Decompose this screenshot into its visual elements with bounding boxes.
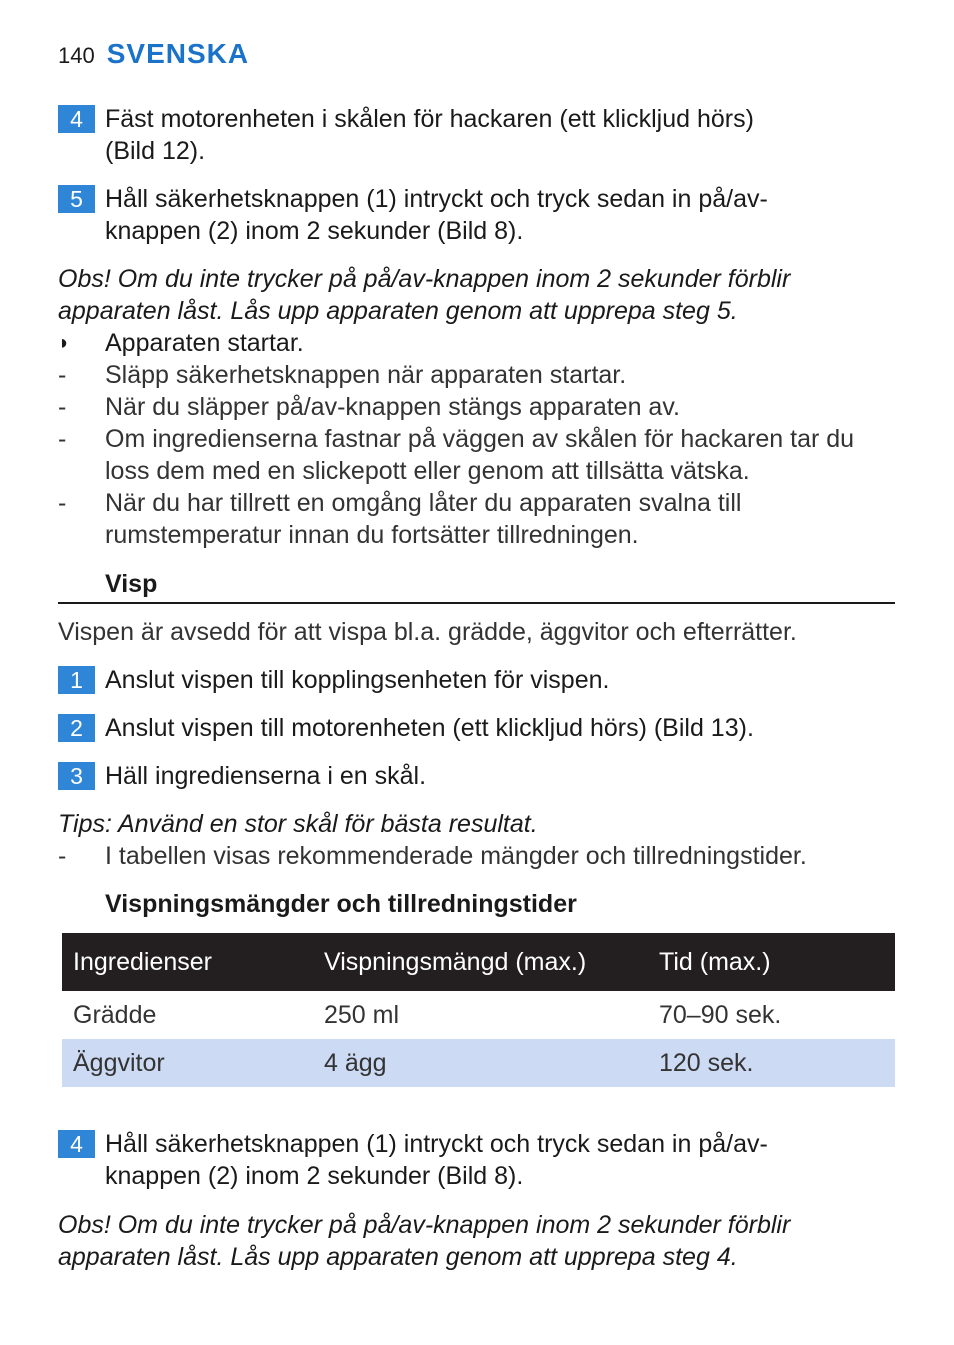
table-cell: Grädde [73,1000,157,1029]
table-header-cell: Tid (max.) [648,933,895,991]
section-divider [58,602,895,604]
step-number-badge: 5 [58,185,95,213]
table-header-row [62,933,895,991]
step-text: Håll säkerhetsknappen (1) intryckt och tryck sedan in på/av-knappen (2) inom 2 sekunder (Bild 8). [105,185,768,245]
table-title: Vispningsmängder och tillredningstider [105,890,577,918]
section-title-visp: Visp [105,570,158,598]
bullet-item [58,840,888,872]
step-4-attach-motor [58,103,858,167]
step-number-badge: 3 [58,762,95,790]
page-header [58,38,249,70]
table-cell: 70–90 sek. [659,1000,782,1029]
step-text: Anslut vispen till kopplingsenheten för vispen. [105,666,610,694]
language-title: SVENSKA [106,38,250,69]
step-number-badge: 4 [58,1130,95,1158]
dash-icon: - [58,489,67,517]
result-arrow-icon: ◗ [58,332,71,354]
bullet-text: Om ingredienserna fastnar på väggen av skålen för hackaren tar du loss dem med en slickepott eller genom att tillsätta vätska. [105,425,855,485]
bullet-text: När du har tillrett en omgång låter du apparaten svalna till rumstemperatur innan du fortsätter tillredningen. [105,489,742,549]
whisk-table [62,933,895,1087]
bullet-item [58,423,888,487]
tip-text: Tips: Använd en stor skål för bästa resultat. [58,810,538,838]
result-text: Apparaten startar. [105,329,304,357]
step-number-badge: 4 [58,105,95,133]
step-5-safety-button [58,183,858,247]
step-2-attach-whisk [58,712,858,744]
dash-icon: - [58,361,67,389]
table-header-cell: Ingredienser [62,933,313,991]
table-cell: 4 ägg [313,1039,648,1087]
table-row [62,991,895,1039]
step-text: Anslut vispen till motorenheten (ett klickljud hörs) (Bild 13). [105,714,754,742]
table-cell: 120 sek. [648,1039,895,1087]
result-item [58,327,888,359]
step-text: Håll säkerhetsknappen (1) intryckt och tryck sedan in på/av-knappen (2) inom 2 sekunder (Bild 8). [105,1130,768,1190]
dash-icon: - [58,425,67,453]
step-text: Häll ingredienserna i en skål. [105,762,427,790]
step-4-safety-button [58,1128,858,1192]
table-row [62,1039,895,1087]
table-header-cell: Vispningsmängd (max.) [313,933,648,991]
dash-icon: - [58,842,67,870]
step-1-connect-whisk [58,664,858,696]
step-number-badge: 2 [58,714,95,742]
bullet-item [58,391,888,423]
section-intro: Vispen är avsedd för att vispa bl.a. grädde, äggvitor och efterrätter. [58,618,797,646]
note-top: Obs! Om du inte trycker på på/av-knappen inom 2 sekunder förblir apparaten låst. Lås upp apparaten genom att upprepa steg 5. [58,265,791,325]
step-3-pour-ingredients [58,760,858,792]
table-cell: 250 ml [324,1000,400,1029]
dash-icon: - [58,393,67,421]
step-number-badge: 1 [58,666,95,694]
bullet-text: Släpp säkerhetsknappen när apparaten startar. [105,361,627,389]
bullet-text: När du släpper på/av-knappen stängs apparaten av. [105,393,680,421]
note-bottom: Obs! Om du inte trycker på på/av-knappen inom 2 sekunder förblir apparaten låst. Lås upp apparaten genom att upprepa steg 4. [58,1211,791,1271]
page-number: 140 [58,43,95,68]
bullet-item [58,487,888,551]
table-cell: Äggvitor [62,1039,313,1087]
step-text: Fäst motorenheten i skålen för hackaren (ett klickljud hörs) (Bild 12). [105,105,754,165]
bullet-item [58,359,888,391]
bullet-text: I tabellen visas rekommenderade mängder och tillredningstider. [105,842,807,870]
